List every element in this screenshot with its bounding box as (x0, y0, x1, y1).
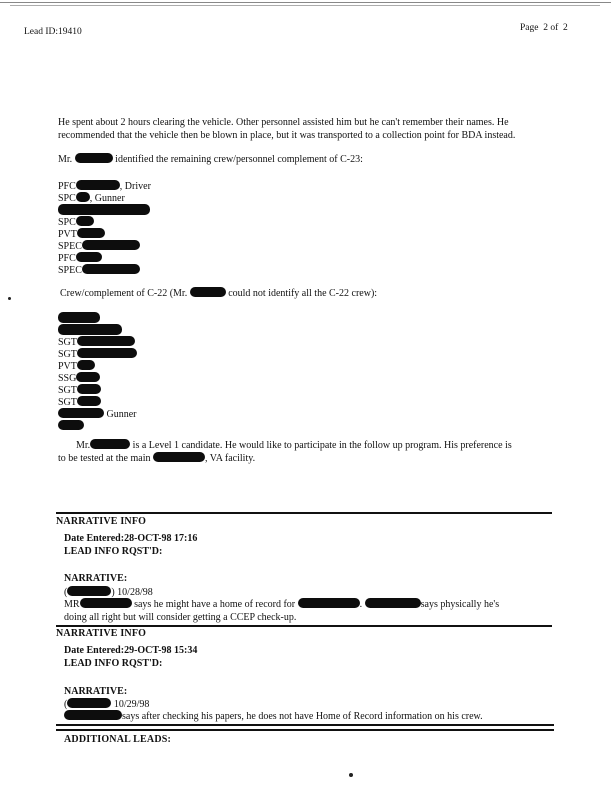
narrative-text: MR says he might have a home of record for . says physically he's (64, 599, 500, 610)
crew-line: SGT (58, 396, 101, 409)
redaction (75, 153, 113, 163)
crew-line: Gunner (58, 408, 137, 421)
top-scan-rule (10, 5, 600, 6)
level-candidate-line: Mr. is a Level 1 candidate. He would like to participate in the follow up program. His preference is (76, 440, 512, 451)
narrative-text: doing all right but will consider getting a CCEP check-up. (64, 612, 297, 623)
crew-line (58, 420, 84, 433)
narrative-label: NARRATIVE: (64, 686, 128, 697)
top-scan-rule (0, 2, 611, 3)
redaction (67, 698, 111, 708)
redaction (77, 228, 105, 238)
redaction (77, 360, 95, 370)
narrative-label: NARRATIVE: (64, 573, 128, 584)
redaction (58, 420, 84, 430)
crew-line: SPC , Gunner (58, 193, 125, 204)
paragraph-line: recommended that the vehicle then be blown in place, but it was transported to a collection point for BDA instead. (58, 130, 516, 141)
crew-line: PFC (58, 252, 102, 265)
redaction (153, 452, 205, 462)
redaction (298, 598, 360, 608)
crew-line: SPEC (58, 264, 140, 277)
redaction (80, 598, 132, 608)
redaction (77, 348, 137, 358)
redaction (77, 396, 101, 406)
section-rule (56, 724, 554, 726)
narrative-info-header: NARRATIVE INFO (56, 628, 147, 639)
redaction (58, 312, 100, 323)
narrative-date-line: ( 10/29/98 (64, 699, 150, 710)
section-rule (56, 512, 552, 514)
scan-speck (8, 297, 11, 300)
redaction (67, 586, 111, 596)
scan-speck (349, 773, 353, 777)
additional-leads-header: ADDITIONAL LEADS: (64, 734, 172, 745)
c22-intro: Crew/complement of C-22 (Mr. could not identify all the C-22 crew): (60, 288, 378, 299)
narrative-date-line: ( ) 10/28/98 (64, 587, 153, 598)
redaction (77, 384, 101, 394)
crew-line: SPEC (58, 240, 140, 253)
redaction (76, 216, 94, 226)
lead-info-rqstd: LEAD INFO RQST'D: (64, 658, 163, 669)
narrative-text: says after checking his papers, he does not have Home of Record information on his crew. (64, 710, 483, 723)
lead-info-rqstd: LEAD INFO RQST'D: (64, 546, 163, 557)
redaction (58, 408, 104, 418)
crew-line: SGT (58, 384, 101, 397)
crew-line: SGT (58, 336, 135, 349)
crew-line: SGT (58, 348, 137, 361)
redaction (76, 180, 120, 190)
redaction (76, 192, 90, 202)
page-number: Page 2 of 2 (520, 23, 568, 33)
lead-id: Lead ID:19410 (24, 27, 82, 37)
crew-line: SSG (58, 372, 100, 385)
redaction (365, 598, 421, 608)
date-entered: Date Entered:28-OCT-98 17:16 (64, 533, 198, 544)
redaction (90, 439, 130, 449)
redaction (58, 324, 122, 335)
date-entered: Date Entered:29-OCT-98 15:34 (64, 645, 198, 656)
crew-line: SPC (58, 216, 94, 229)
c23-intro: Mr. identified the remaining crew/personnel complement of C-23: (58, 154, 363, 165)
redaction (77, 336, 135, 346)
crew-line: PVT (58, 360, 95, 373)
level-candidate-line: to be tested at the main , VA facility. (58, 453, 256, 464)
redaction (76, 372, 100, 382)
redaction (76, 252, 102, 262)
crew-line: PVT (58, 228, 105, 241)
redaction (190, 287, 226, 297)
narrative-info-header: NARRATIVE INFO (56, 516, 147, 527)
redaction (58, 204, 150, 215)
redaction (82, 240, 140, 250)
section-rule (56, 729, 554, 731)
redaction (82, 264, 140, 274)
crew-line: PFC , Driver (58, 181, 151, 192)
section-rule (56, 625, 552, 627)
paragraph-line: He spent about 2 hours clearing the vehicle. Other personnel assisted him but he can't remember their names. He (58, 117, 509, 128)
redaction (64, 710, 122, 720)
